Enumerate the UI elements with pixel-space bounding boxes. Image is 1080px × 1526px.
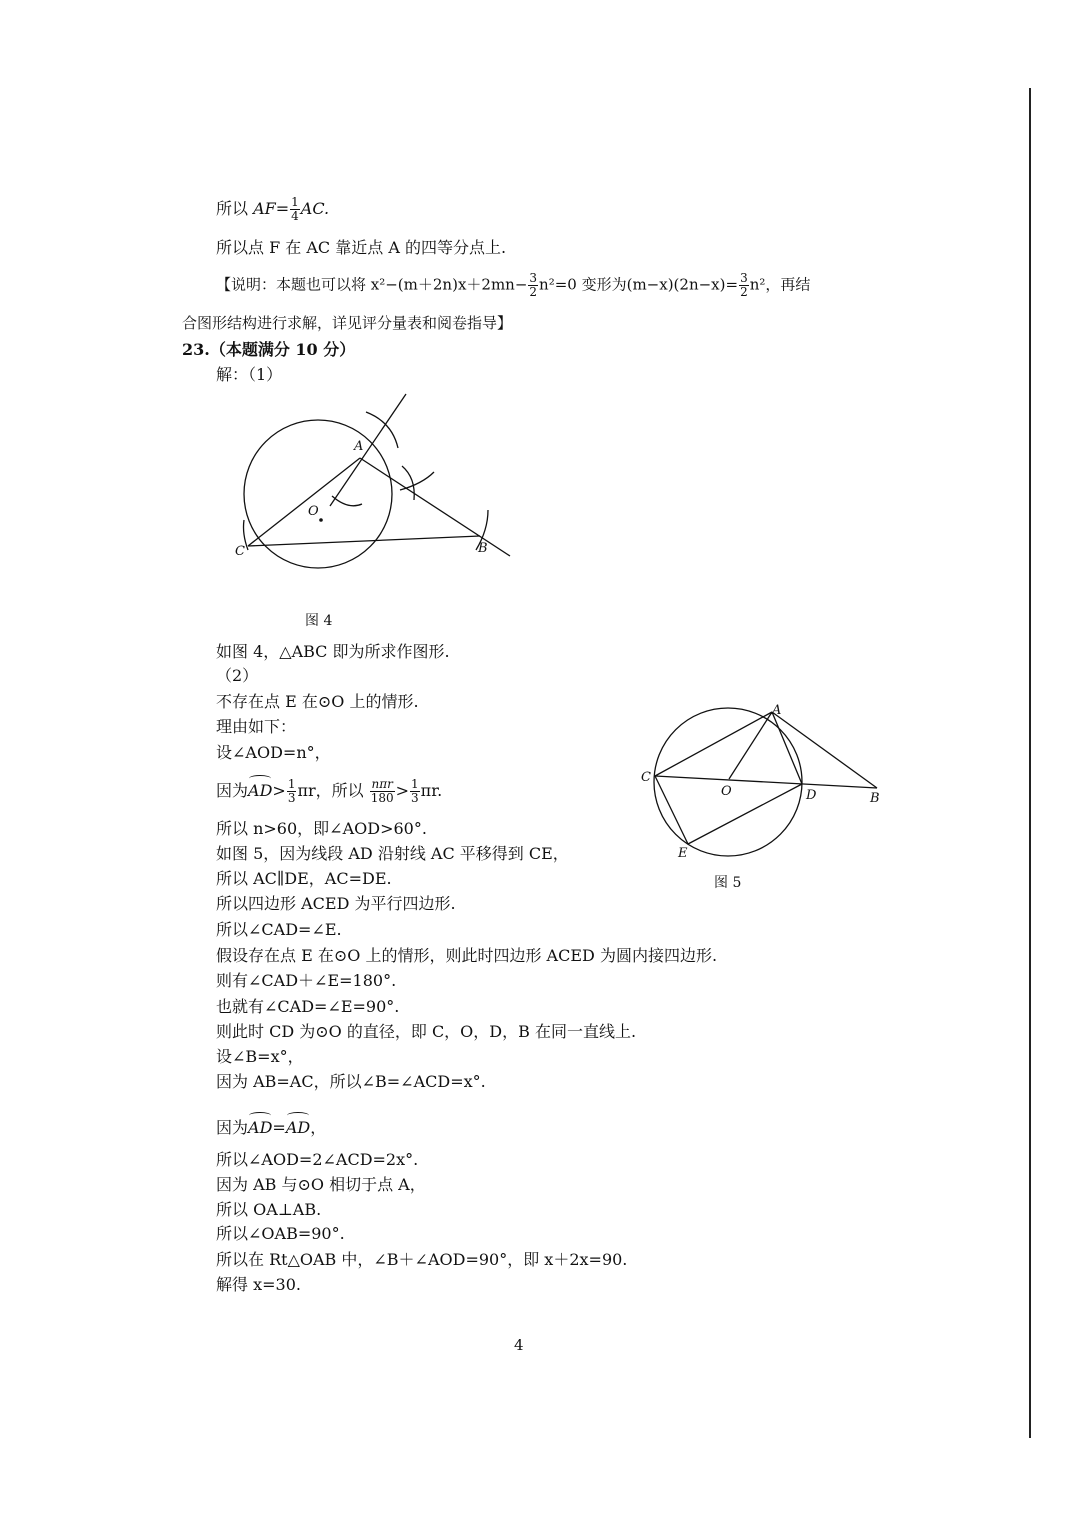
line-c-b xyxy=(655,776,877,788)
text-line: 也就有∠CAD=∠E=90°. xyxy=(216,997,400,1016)
point-o xyxy=(319,518,323,522)
line-arc-inequality xyxy=(216,778,442,805)
fraction xyxy=(370,778,395,805)
text-line: 所以在 Rt△OAB 中，∠B＋∠AOD=90°，即 x＋2x=90. xyxy=(216,1250,628,1269)
segment-ed xyxy=(688,784,802,844)
text: n²，再结 xyxy=(749,275,811,294)
text: 因为 xyxy=(216,1118,249,1137)
numerator: 1 xyxy=(291,195,299,209)
segment-ao xyxy=(729,712,772,779)
figure-5-caption: 图 5 xyxy=(714,875,742,891)
arc-ad: AD xyxy=(286,1116,310,1140)
text-line: 所以∠AOD=2∠ACD=2x°. xyxy=(216,1150,419,1169)
text: = xyxy=(272,1118,286,1137)
line-quarter-point: 所以点 F 在 AC 靠近点 A 的四等分点上. xyxy=(216,238,507,257)
text-line: 不存在点 E 在⊙O 上的情形. xyxy=(216,692,419,711)
label-a: A xyxy=(354,439,364,454)
text: n²=0 变形为(m−x)(2n−x)= xyxy=(539,275,739,294)
numerator: nπr xyxy=(371,777,393,791)
text-line: 所以 OA⊥AB. xyxy=(216,1200,322,1219)
label-c: C xyxy=(641,770,651,785)
text-line: 如图 5，因为线段 AD 沿射线 AC 平移得到 CE， xyxy=(216,844,569,863)
fraction xyxy=(528,272,538,299)
line-arc-equal xyxy=(216,1116,326,1140)
denominator: 3 xyxy=(287,791,296,805)
text: = xyxy=(275,199,290,218)
denominator: 4 xyxy=(291,209,299,223)
text-line: 因为 AB=AC，所以∠B=∠ACD=x°. xyxy=(216,1072,486,1091)
text: 所以 xyxy=(216,199,254,218)
part-2-label: （2） xyxy=(216,666,259,685)
arc-mark-3 xyxy=(402,466,414,500)
right-margin-rule xyxy=(1029,88,1031,1438)
ray-through-a xyxy=(330,394,406,506)
text-line: 所以∠CAD=∠E. xyxy=(216,920,342,939)
fraction xyxy=(739,272,749,299)
text: 【说明：本题也可以将 x²−(m＋2n)x＋2mn− xyxy=(216,275,528,294)
text: 因为 xyxy=(216,781,249,800)
denominator: 2 xyxy=(740,285,748,299)
text: ， xyxy=(310,1118,327,1137)
text-line: 解得 x=30. xyxy=(216,1275,301,1294)
label-e: E xyxy=(678,846,688,861)
text-line: 则有∠CAD＋∠E=180°. xyxy=(216,971,397,990)
text-line: 所以 n>60，即∠AOD>60°. xyxy=(216,819,427,838)
label-b: B xyxy=(478,541,488,556)
label-b: B xyxy=(870,791,880,806)
fraction xyxy=(410,778,420,805)
denominator: 180 xyxy=(370,791,394,805)
label-d: D xyxy=(806,788,817,803)
text: AC. xyxy=(300,199,330,218)
text-line: 所以四边形 ACED 为平行四边形. xyxy=(216,894,456,913)
note-line-1 xyxy=(216,272,810,299)
segment-cb xyxy=(248,536,480,546)
question-23-heading: 23.（本题满分 10 分） xyxy=(182,340,356,359)
arc-ad: AD xyxy=(248,779,272,803)
numerator: 3 xyxy=(740,271,748,285)
text-line: 设∠B=x°， xyxy=(216,1047,304,1066)
text: > xyxy=(272,781,286,800)
fraction xyxy=(290,196,300,223)
line-fig4-result: 如图 4，△ABC 即为所求作图形. xyxy=(216,642,450,661)
figure-4 xyxy=(230,388,530,608)
text: AF xyxy=(253,199,276,218)
text: > xyxy=(395,781,410,800)
segment-ca xyxy=(248,458,360,546)
text-line: 所以∠OAB=90°. xyxy=(216,1224,345,1243)
text-line: 则此时 CD 为⊙O 的直径，即 C，O，D，B 在同一直线上. xyxy=(216,1022,637,1041)
arc-ad: AD xyxy=(248,1116,272,1140)
denominator: 3 xyxy=(411,791,419,805)
numerator: 1 xyxy=(287,777,296,791)
label-o: O xyxy=(721,784,732,799)
segment-ca xyxy=(655,712,772,776)
label-c: C xyxy=(235,544,245,559)
part-1-label: 解：（1） xyxy=(216,365,283,384)
denominator: 2 xyxy=(529,285,538,299)
figure-4-caption: 图 4 xyxy=(305,613,333,629)
numerator: 3 xyxy=(529,271,538,285)
fraction xyxy=(287,778,297,805)
page-number: 4 xyxy=(514,1336,524,1354)
text: πr，所以 xyxy=(297,781,369,800)
figure-5 xyxy=(636,700,886,860)
label-o: O xyxy=(308,504,319,519)
line-af xyxy=(216,196,329,223)
text: πr. xyxy=(420,781,443,800)
text-line: 设∠AOD=n°， xyxy=(216,743,331,762)
numerator: 1 xyxy=(411,777,419,791)
note-line-2: 合图形结构进行求解，详见评分量表和阅卷指导】 xyxy=(182,314,513,332)
label-a: A xyxy=(772,703,782,718)
text-line: 所以 AC∥DE，AC=DE. xyxy=(216,869,392,888)
text-line: 假设存在点 E 在⊙O 上的情形，则此时四边形 ACED 为圆内接四边形. xyxy=(216,946,718,965)
text-line: 因为 AB 与⊙O 相切于点 A， xyxy=(216,1175,426,1194)
text-line: 理由如下： xyxy=(216,717,297,736)
